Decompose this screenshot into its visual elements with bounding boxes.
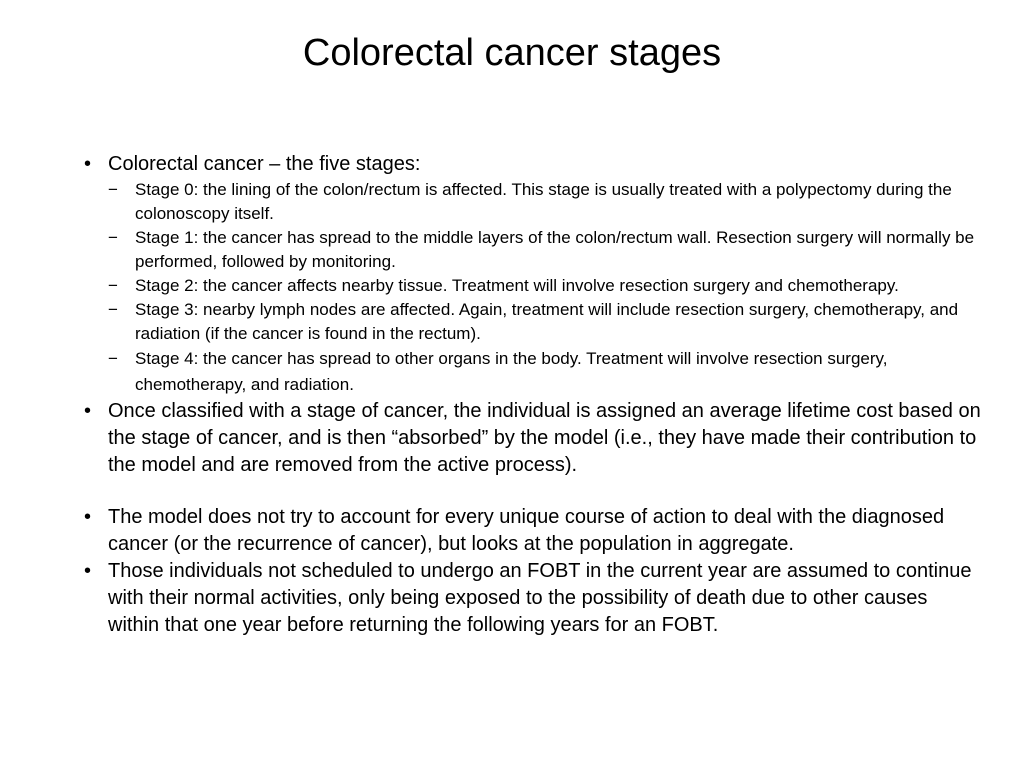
sub-item-stage-3 (84, 298, 984, 346)
sub-item-text: Stage 1: the cancer has spread to the middle layers of the colon/rectum wall. Resection surgery will normally be performed, followed by monitoring. (135, 228, 975, 271)
bullet-dot-icon: • (84, 560, 92, 582)
bullet-text: The model does not try to account for every unique course of action to deal with the diagnosed cancer (or the recurrence of cancer), but looks at the population in aggregate. (108, 506, 945, 555)
bullet-dot-icon: • (84, 153, 92, 175)
dash-icon: − (108, 349, 118, 368)
sub-item-text: Stage 4: the cancer has spread to other organs in the body. Treatment will involve resection surgery, chemotherapy, and radiation. (135, 349, 888, 394)
dash-icon: − (108, 228, 118, 247)
bullet-text: Once classified with a stage of cancer, the individual is assigned an average lifetime cost based on the stage of cancer, and is then “absorbed” by the model (i.e., they have made their contribution to the model and are removed from the active process). (108, 400, 981, 476)
bullet-stages-intro (84, 151, 984, 178)
sub-item-text: Stage 2: the cancer affects nearby tissue. Treatment will involve resection surgery and chemotherapy. (135, 276, 899, 295)
bullet-text: Those individuals not scheduled to undergo an FOBT in the current year are assumed to continue with their normal activities, only being exposed to the possibility of death due to other causes within that one year before returning the following years for an FOBT. (108, 560, 972, 636)
stages-sub-list (84, 178, 984, 398)
sub-item-text: Stage 0: the lining of the colon/rectum is affected. This stage is usually treated with a polypectomy during the colonoscopy itself. (135, 180, 952, 223)
paragraph-gap (84, 479, 984, 504)
sub-item-text: Stage 3: nearby lymph nodes are affected. Again, treatment will include resection surgery, chemotherapy, and radiation (if the cancer is found in the rectum). (135, 300, 959, 343)
sub-item-stage-1 (84, 226, 984, 274)
bullet-text: Colorectal cancer – the five stages: (108, 153, 421, 175)
sub-item-stage-2 (84, 274, 984, 298)
bullet-fobt-schedule (84, 558, 984, 639)
dash-icon: − (108, 300, 118, 319)
slide-content (84, 151, 984, 639)
slide-title: Colorectal cancer stages (302, 32, 722, 74)
dash-icon: − (108, 276, 118, 295)
dash-icon: − (108, 180, 118, 199)
bullet-dot-icon: • (84, 400, 92, 422)
sub-item-stage-4 (84, 346, 984, 398)
sub-item-stage-0 (84, 178, 984, 226)
bullet-population-aggregate (84, 504, 984, 558)
bullet-lifetime-cost (84, 398, 984, 479)
bullet-dot-icon: • (84, 506, 92, 528)
